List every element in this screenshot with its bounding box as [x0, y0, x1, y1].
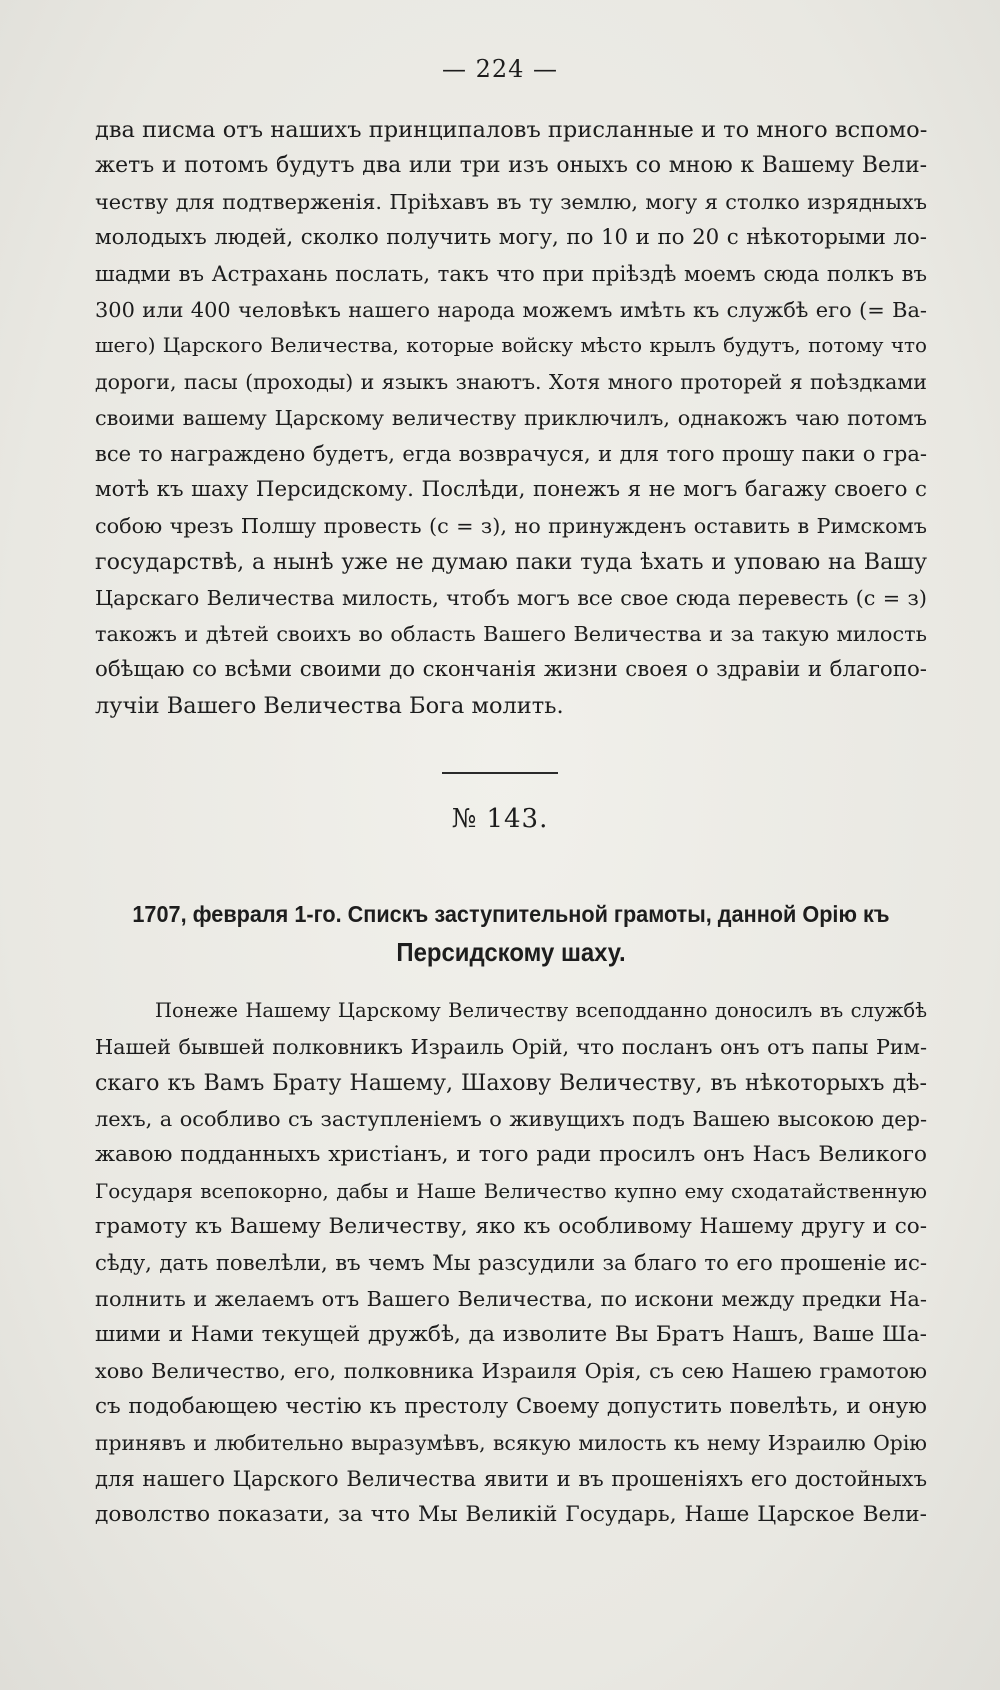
text-line: шадми въ Астрахань послать, такъ что при пріѣздѣ моемъ сюда полкъ въ: [95, 261, 927, 286]
text-line: честву для подтверженія. Пріѣхавъ въ ту землю, могу я столко изрядныхъ: [95, 190, 927, 214]
paragraph-letter-text: [95, 112, 927, 724]
text-line: собою чрезъ Полшу провесть (с = з), но принужденъ оставить в Римскомъ: [95, 514, 927, 538]
text-line: доволство показати, за что Мы Великій Государь, Наше Царское Вели-: [95, 1502, 927, 1527]
text-line: мотѣ къ шаху Персидскому. Послѣди, понежъ я не могъ багажу своего с: [95, 477, 927, 502]
text-line: лучіи Вашего Величества Бога молить.: [95, 693, 564, 719]
section-divider: [442, 772, 558, 774]
text-line: Государя всепокорно, дабы и Наше Величество купно ему сходатайственную: [95, 1179, 927, 1203]
text-line: два писма отъ нашихъ принципаловъ присланные и то много вспомо-: [95, 117, 928, 143]
text-line: государствѣ, а нынѣ уже не думаю паки туда ѣхать и уповаю на Вашу: [95, 549, 927, 575]
text-line: Нашей бывшей полковникъ Израиль Орій, что посланъ онъ отъ папы Рим-: [95, 1035, 927, 1059]
text-line: такожъ и дѣтей своихъ во область Вашего Величества и за такую милость: [95, 622, 927, 646]
text-line: грамоту къ Вашему Величеству, яко къ особливому Нашему другу и со-: [95, 1214, 927, 1239]
text-line: скаго къ Вамъ Брату Нашему, Шахову Величеству, въ нѣкоторыхъ дѣ-: [95, 1070, 927, 1096]
text-line: молодыхъ людей, сколко получить могу, по 10 и по 20 с нѣкоторыми ло-: [95, 225, 927, 250]
text-line: своими вашему Царскому величеству приключилъ, однакожъ чаю потомъ: [95, 406, 927, 430]
text-line: полнить и желаемъ отъ Вашего Величества, по искони между предки На-: [95, 1287, 927, 1311]
text-line: жавою подданныхъ христіанъ, и того ради просилъ онъ Насъ Великого: [95, 1142, 927, 1167]
paragraph-charter-text: [95, 993, 927, 1533]
text-line: хово Величество, его, полковника Израиля Орія, съ сею Нашею грамотою: [95, 1359, 927, 1383]
document-heading: [128, 895, 893, 971]
text-line: Понеже Нашему Царскому Величеству всеподданно доносилъ въ службѣ: [155, 999, 927, 1022]
heading-line: 1707, февраля 1-го. Спискъ заступительной грамоты, данной Орію къ: [132, 901, 890, 927]
text-line: для нашего Царского Величества явити и въ прошеніяхъ его достойныхъ: [95, 1466, 927, 1491]
text-line: съ подобающею честію къ престолу Своему допустить повелѣть, и оную: [95, 1394, 927, 1419]
text-line: сѣду, дать повелѣли, въ чемъ Мы разсудили за благо то его прошеніе ис-: [95, 1250, 927, 1275]
text-line: 300 или 400 человѣкъ нашего народа можемъ имѣть къ службѣ его (= Ва-: [95, 298, 927, 322]
heading-line: Персидскому шаху.: [396, 937, 626, 967]
text-line: принявъ и любительно выразумѣвъ, всякую милость къ нему Израилю Орію: [95, 1431, 927, 1455]
text-line: лехъ, а особливо съ заступленіемъ о живущихъ подъ Вашею высокою дер-: [95, 1107, 927, 1131]
text-line: Царскаго Величества милость, чтобъ могъ все свое сюда перевесть (с = з): [95, 586, 927, 610]
text-line: шими и Нами текущей дружбѣ, да изволите Вы Братъ Нашъ, Ваше Ша-: [95, 1322, 927, 1347]
text-line: дороги, пасы (проходы) и языкъ знаютъ. Хотя много проторей я поѣздками: [95, 370, 927, 394]
document-number: № 143.: [451, 804, 549, 834]
text-line: обѣщаю со всѣми своими до скончанія жизни своея о здравіи и благопо-: [95, 657, 927, 682]
text-line: шего) Царского Величества, которые войску мѣсто крылъ будутъ, потому что: [95, 334, 927, 357]
text-line: жетъ и потомъ будутъ два или три изъ оныхъ со мною к Вашему Вели-: [95, 153, 927, 178]
text-line: все то награждено будетъ, егда возврачуся, и для того прошу паки о гра-: [95, 441, 927, 466]
page-number: — 224 —: [441, 55, 559, 83]
